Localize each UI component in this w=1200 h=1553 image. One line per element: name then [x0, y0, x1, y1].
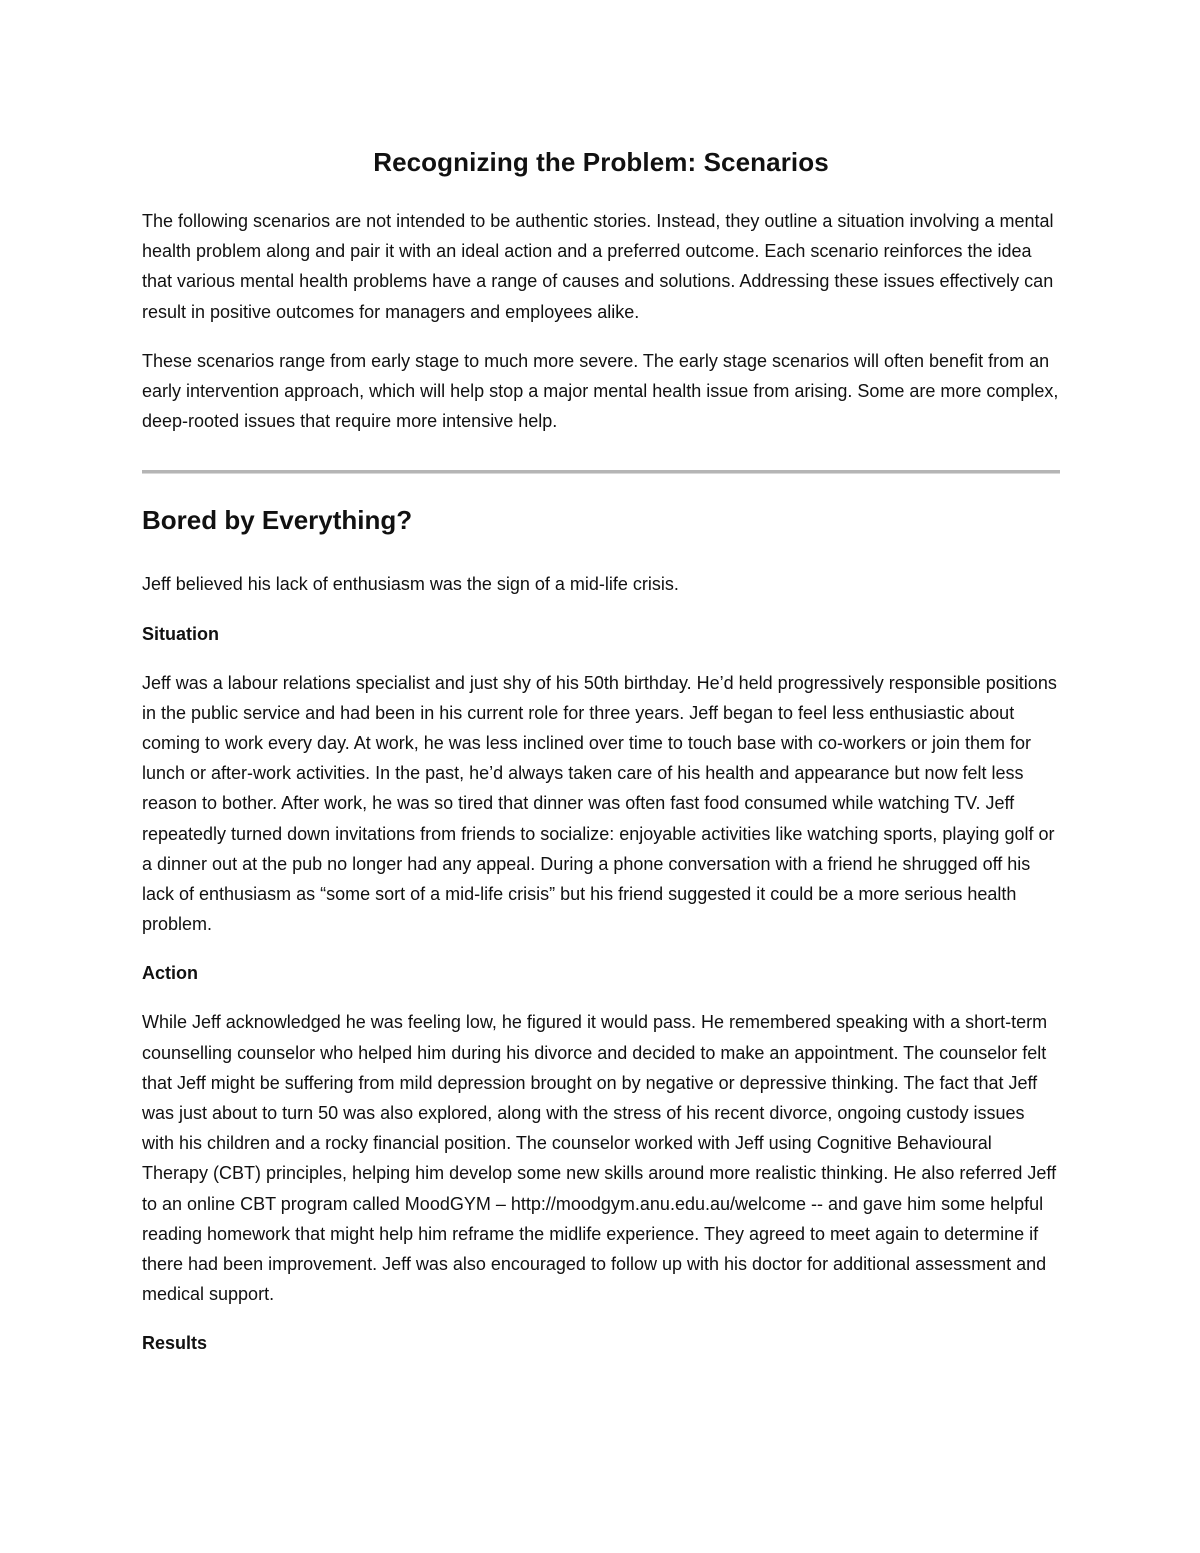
document-title: Recognizing the Problem: Scenarios — [373, 147, 829, 177]
scenario-title: Bored by Everything? — [142, 505, 413, 536]
intro-section — [142, 206, 1060, 436]
intro-paragraph-1: The following scenarios are not intended to be authentic stories. Instead, they outline a situation involving a mental health problem along and pair it with an ideal action and a preferred outcome. Each scenario reinforces the idea that various mental health problems have a range of causes and solutions. Addressing these issues effectively can result in positive outcomes for managers and employees alike. — [142, 211, 1054, 322]
intro-paragraph-2: These scenarios range from early stage to much more severe. The early stage scenarios will often benefit from an early intervention approach, which will help stop a major mental health issue from arising. Some are more complex, deep-rooted issues that require more intensive help. — [142, 350, 1059, 432]
scenario-lead: Jeff believed his lack of enthusiasm was the sign of a mid-life crisis. — [142, 574, 679, 595]
situation-heading: Situation — [142, 623, 219, 644]
action-heading: Action — [142, 963, 198, 984]
action-paragraph: While Jeff acknowledged he was feeling low, he figured it would pass. He remembered speaking with a short-term counselling counselor who helped him during his divorce and decided to make an appointment. The counselor felt that Jeff might be suffering from mild depression brought on by negative or depressive thinking. The fact that Jeff was just about to turn 50 was also explored, along with the stress of his recent divorce, ongoing custody issues with his children and a rocky financial position. The counselor worked with Jeff using Cognitive Behavioural Therapy (CBT) principles, helping him develop some new skills around more realistic thinking. He also referred Jeff to an online CBT program called MoodGYM – http://moodgym.anu.edu.au/welcome -- and gave him some helpful reading homework that might help him reframe the midlife experience. They agreed to meet again to determine if there had been improvement. Jeff was also encouraged to follow up with his doctor for additional assessment and medical support. — [142, 1012, 1057, 1305]
section-divider — [142, 470, 1060, 474]
document-page — [142, 142, 1060, 1377]
results-heading: Results — [142, 1333, 208, 1354]
situation-paragraph: Jeff was a labour relations specialist and just shy of his 50th birthday. He’d held progressively responsible positions in the public service and had been in his current role for three years. Jeff began to feel less enthusiastic about coming to work every day. At work, he was less inclined over time to touch base with co-workers or join them for lunch or after-work activities. In the past, he’d always taken care of his health and appearance but now felt less reason to bother. After work, he was so tired that dinner was often fast food consumed while watching TV. Jeff repeatedly turned down invitations from friends to socialize: enjoyable activities like watching sports, playing golf or a dinner out at the pub no longer had any appeal. During a phone conversation with a friend he shrugged off his lack of enthusiasm as “some sort of a mid-life crisis” but his friend suggested it could be a more serious health problem. — [142, 672, 1057, 935]
